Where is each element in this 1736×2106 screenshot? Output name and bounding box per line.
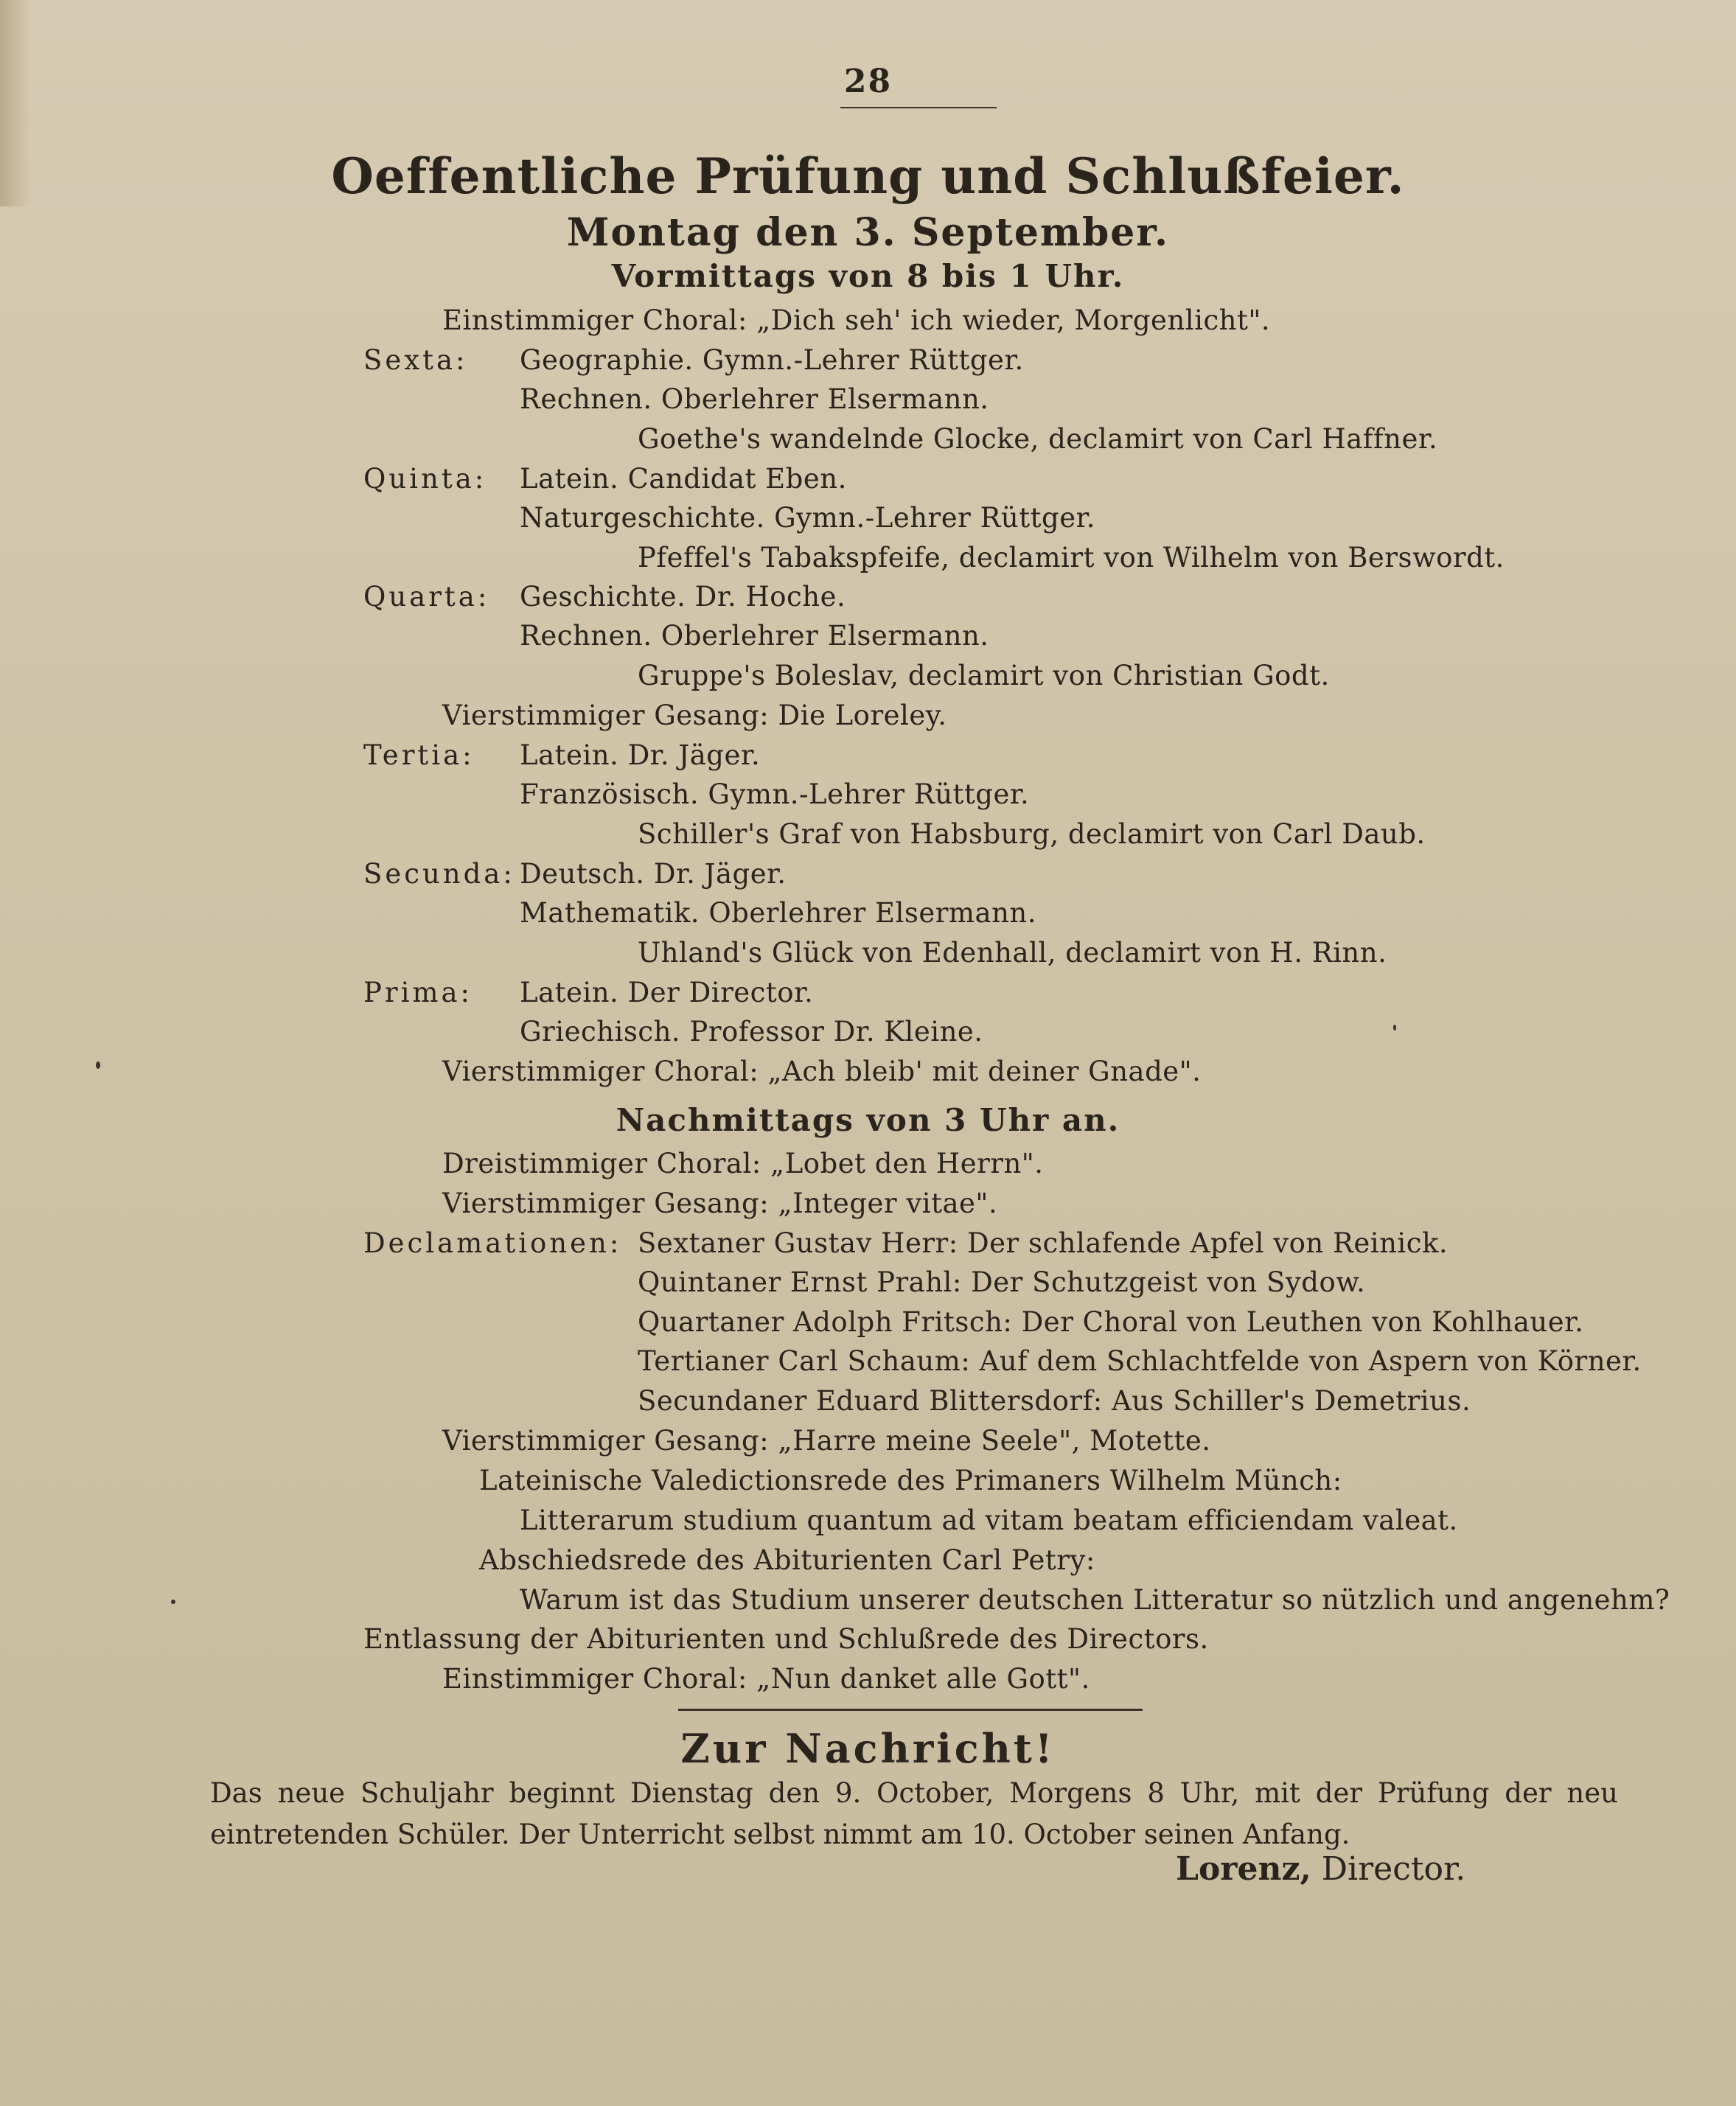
afternoon-choral: Dreistimmiger Choral: „Lobet den Herrn". xyxy=(442,1148,1044,1179)
date-subtitle: Montag den 3. September. xyxy=(566,210,1170,255)
class-label-prima: Prima: xyxy=(363,977,473,1008)
opening-choral: Einstimmiger Choral: „Dich seh' ich wieder, Morgenlicht". xyxy=(442,304,1271,336)
declamation-5: Secundaner Eduard Blittersdorf: Aus Schiller's Demetrius. xyxy=(638,1385,1471,1417)
final-choral: Einstimmiger Choral: „Nun danket alle Gott". xyxy=(442,1663,1090,1695)
quinta-line-1: Latein. Candidat Eben. xyxy=(520,463,847,495)
latin-valediction: Lateinische Valedictionsrede des Primaners Wilhelm Münch: xyxy=(479,1465,1342,1496)
class-label-tertia: Tertia: xyxy=(363,739,475,771)
sexta-line-2: Rechnen. Oberlehrer Elsermann. xyxy=(520,383,989,415)
declamation-3: Quartaner Adolph Fritsch: Der Choral von Leuthen von Kohlhauer. xyxy=(638,1306,1584,1338)
quinta-declamation: Pfeffel's Tabakspfeife, declamirt von Wilhelm von Berswordt. xyxy=(638,542,1505,573)
section-rule xyxy=(678,1709,1143,1711)
sexta-line-1: Geographie. Gymn.-Lehrer Rüttger. xyxy=(520,344,1024,376)
class-label-quinta: Quinta: xyxy=(363,463,487,495)
declamation-2: Quintaner Ernst Prahl: Der Schutzgeist von Sydow. xyxy=(638,1266,1366,1298)
afternoon-heading: Nachmittags von 3 Uhr an. xyxy=(616,1102,1120,1138)
farewell-question: Warum ist das Studium unserer deutschen Litteratur so nützlich und angenehm? xyxy=(520,1584,1670,1616)
tertia-declamation: Schiller's Graf von Habsburg, declamirt von Carl Daub. xyxy=(638,818,1426,850)
paper-speck xyxy=(1393,1025,1396,1031)
notice-heading: Zur Nachricht! xyxy=(680,1725,1056,1772)
secunda-line-1: Deutsch. Dr. Jäger. xyxy=(520,858,787,890)
tertia-line-1: Latein. Dr. Jäger. xyxy=(520,739,761,771)
signature-name: Lorenz, xyxy=(1176,1850,1311,1888)
farewell-speech: Abschiedsrede des Abiturienten Carl Petry: xyxy=(479,1544,1095,1576)
paper-speck xyxy=(96,1061,100,1069)
header-rule xyxy=(840,107,997,108)
quinta-line-2: Naturgeschichte. Gymn.-Lehrer Rüttger. xyxy=(520,502,1095,534)
tertia-line-2: Französisch. Gymn.-Lehrer Rüttger. xyxy=(520,778,1030,810)
prima-line-1: Latein. Der Director. xyxy=(520,977,814,1008)
prima-line-2: Griechisch. Professor Dr. Kleine. xyxy=(520,1016,983,1047)
latin-quote: Litterarum studium quantum ad vitam beatam efficiendam valeat. xyxy=(520,1504,1458,1536)
page-number: 28 xyxy=(843,63,893,100)
paper-speck xyxy=(171,1600,175,1604)
secunda-line-2: Mathematik. Oberlehrer Elsermann. xyxy=(520,897,1036,929)
class-label-sexta: Sexta: xyxy=(363,344,468,376)
afternoon-song: Vierstimmiger Gesang: „Integer vitae". xyxy=(442,1188,998,1219)
secunda-declamation: Uhland's Glück von Edenhall, declamirt von H. Rinn. xyxy=(638,937,1387,969)
notice-text: Das neue Schuljahr beginnt Dienstag den 9. October, Morgens 8 Uhr, mit der Prüfung der neu eintretenden Schüler. Der Unterricht selbst nimmt am 10. October seinen Anfang. xyxy=(210,1777,1618,1850)
class-label-quarta: Quarta: xyxy=(363,581,490,613)
declamation-1: Sextaner Gustav Herr: Der schlafende Apfel von Reinick. xyxy=(638,1227,1449,1259)
quarta-line-2: Rechnen. Oberlehrer Elsermann. xyxy=(520,620,989,652)
motet-song: Vierstimmiger Gesang: „Harre meine Seele", Motette. xyxy=(442,1425,1211,1457)
morning-heading: Vormittags von 8 bis 1 Uhr. xyxy=(611,258,1125,294)
sexta-declamation: Goethe's wandelnde Glocke, declamirt von Carl Haffner. xyxy=(638,423,1438,455)
signature xyxy=(1176,1850,1465,1888)
declamations-label: Declamationen: xyxy=(363,1227,622,1259)
class-label-secunda: Secunda: xyxy=(363,858,515,890)
page-title: Oeffentliche Prüfung und Schlußfeier. xyxy=(331,147,1405,205)
signature-title: Director. xyxy=(1321,1850,1466,1888)
quarta-declamation: Gruppe's Boleslav, declamirt von Christian Godt. xyxy=(638,660,1330,691)
closing-choral: Vierstimmiger Choral: „Ach bleib' mit deiner Gnade". xyxy=(442,1056,1202,1087)
dismissal-line: Entlassung der Abiturienten und Schlußrede des Directors. xyxy=(363,1623,1209,1655)
quarta-line-1: Geschichte. Dr. Hoche. xyxy=(520,581,846,613)
song-loreley: Vierstimmiger Gesang: Die Loreley. xyxy=(442,700,947,731)
declamation-4: Tertianer Carl Schaum: Auf dem Schlachtfelde von Aspern von Körner. xyxy=(638,1345,1642,1377)
